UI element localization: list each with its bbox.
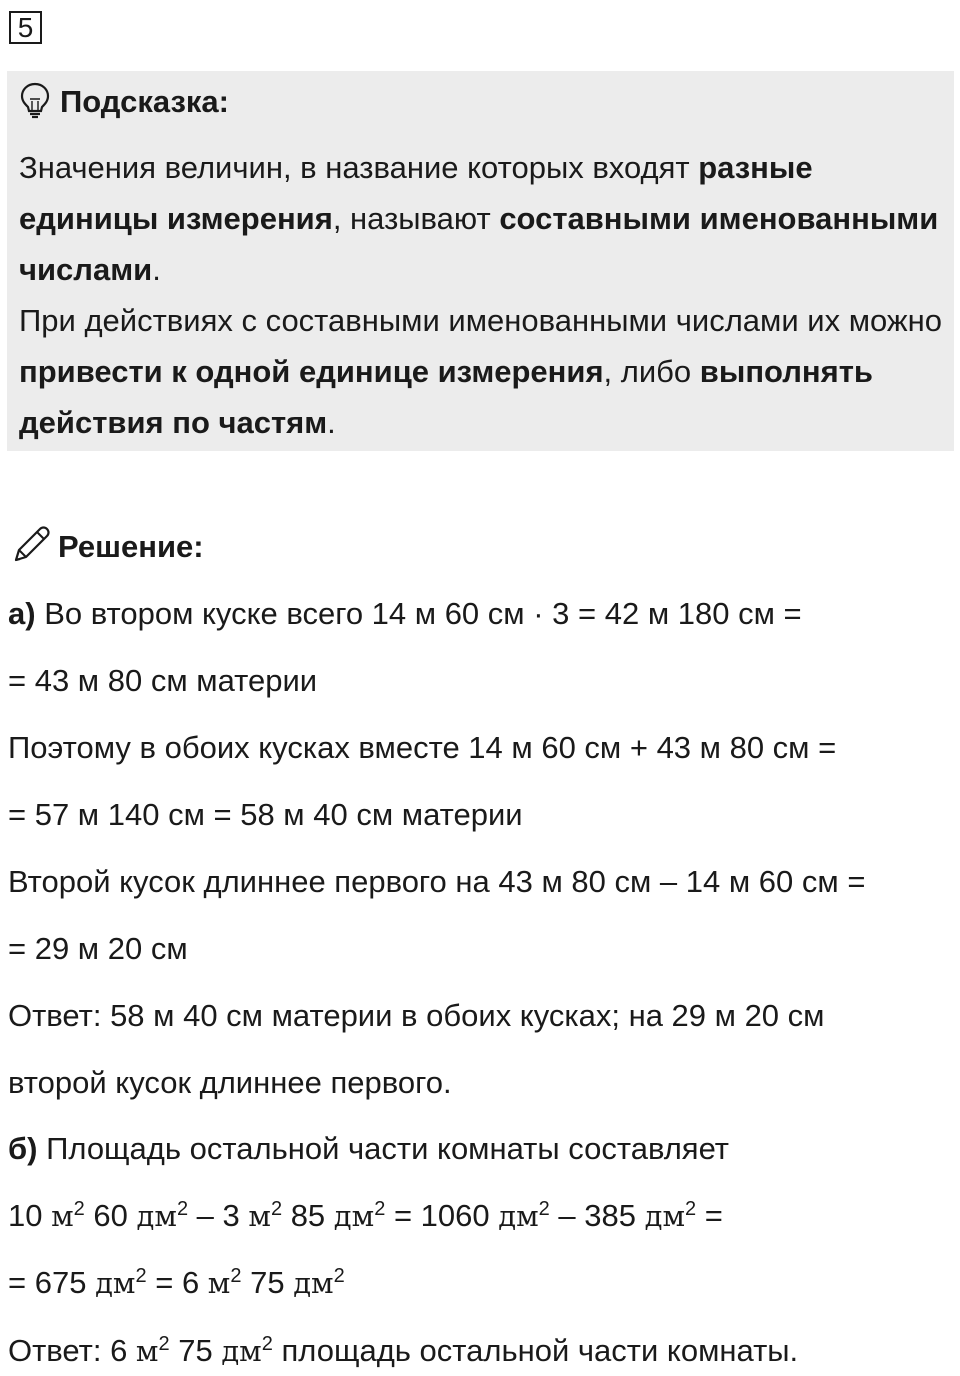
answer-b (8, 1331, 798, 1371)
hint-text-span: При действиях с составными именованными числами их можно (19, 303, 943, 338)
exponent: 2 (270, 1198, 283, 1220)
exponent: 2 (230, 1265, 242, 1287)
hint-paragraph-1 (19, 142, 944, 295)
part-b-label: б) (8, 1131, 38, 1166)
solution-header (10, 524, 204, 570)
text: 85 (282, 1198, 334, 1233)
text: = 1060 (385, 1198, 499, 1233)
part-a-label: а) (8, 596, 36, 631)
unit: м (207, 1266, 231, 1300)
hint-text-span: , называют (332, 201, 500, 236)
exponent: 2 (176, 1198, 189, 1220)
exponent: 2 (374, 1198, 386, 1220)
solution-a-line-4: = 57 м 140 см = 58 м 40 см материи (8, 797, 523, 832)
solution-a-line-3: Поэтому в обоих кусках вместе 14 м 60 см + 43 м 80 см = (8, 730, 837, 765)
hint-paragraph-2 (19, 295, 944, 448)
text: 75 (169, 1333, 222, 1368)
solution-b-equation-2 (8, 1263, 345, 1303)
answer-a-line-2: второй кусок длиннее первого. (8, 1065, 452, 1100)
hint-bold-span: выполнять действия по частям (19, 354, 873, 440)
exponent: 2 (135, 1265, 147, 1287)
solution-a-line-2: = 43 м 80 см материи (8, 663, 318, 698)
unit: м (51, 1199, 74, 1233)
exponent: 2 (685, 1198, 697, 1220)
solution-b-line-1 (8, 1129, 729, 1169)
solution-title: Решение: (58, 529, 204, 564)
exponent: 2 (73, 1198, 85, 1220)
hint-bold-span: разные единицы измерения (19, 150, 813, 236)
exponent: 2 (261, 1333, 273, 1355)
exponent: 2 (333, 1265, 345, 1287)
text: Ответ: 6 (8, 1333, 136, 1368)
unit: м (135, 1334, 159, 1368)
hint-text-span: , либо (603, 354, 700, 389)
text: 75 (241, 1265, 294, 1300)
unit: дм (293, 1266, 334, 1300)
unit: дм (95, 1266, 136, 1300)
hint-text-span: . (152, 252, 161, 287)
text: 10 (8, 1198, 52, 1233)
solution-a-line-5: Второй кусок длиннее первого на 43 м 80 см – 14 м 60 см = (8, 864, 866, 899)
text: = (696, 1198, 723, 1233)
hint-bold-span: привести к одной единице измерения (19, 354, 604, 389)
hint-header (18, 82, 229, 122)
unit: дм (498, 1199, 539, 1233)
unit: дм (136, 1199, 177, 1233)
unit: м (248, 1199, 271, 1233)
lightbulb-icon (18, 81, 52, 124)
exponent: 2 (538, 1198, 550, 1220)
hint-bold-span: составными именованными числами (19, 201, 939, 287)
text: Во втором куске всего 14 м 60 см · 3 = 42 м 180 см = (35, 596, 802, 631)
text: 60 (84, 1198, 137, 1233)
hint-title: Подсказка: (60, 84, 229, 119)
text: – 385 (549, 1198, 645, 1233)
pencil-icon (10, 524, 52, 571)
exponent: 2 (158, 1333, 170, 1355)
text: площадь остальной части комнаты. (272, 1333, 799, 1368)
text: = 6 (146, 1265, 208, 1300)
hint-text-span: Значения величин, в название которых входят (19, 150, 699, 185)
solution-b-equation-1 (8, 1196, 723, 1236)
unit: дм (221, 1334, 262, 1368)
unit: дм (333, 1199, 375, 1233)
hint-text-span: . (327, 405, 336, 440)
hint-text (19, 142, 944, 448)
solution-a-line-1 (8, 594, 802, 634)
text: Площадь остальной части комнаты составляет (37, 1131, 729, 1166)
text: – 3 (188, 1198, 249, 1233)
task-number: 5 (9, 11, 42, 44)
text: = 675 (8, 1265, 96, 1300)
unit: дм (644, 1199, 686, 1233)
solution-a-line-6: = 29 м 20 см (8, 931, 188, 966)
answer-a-line-1: Ответ: 58 м 40 см материи в обоих кусках; на 29 м 20 см (8, 998, 825, 1033)
